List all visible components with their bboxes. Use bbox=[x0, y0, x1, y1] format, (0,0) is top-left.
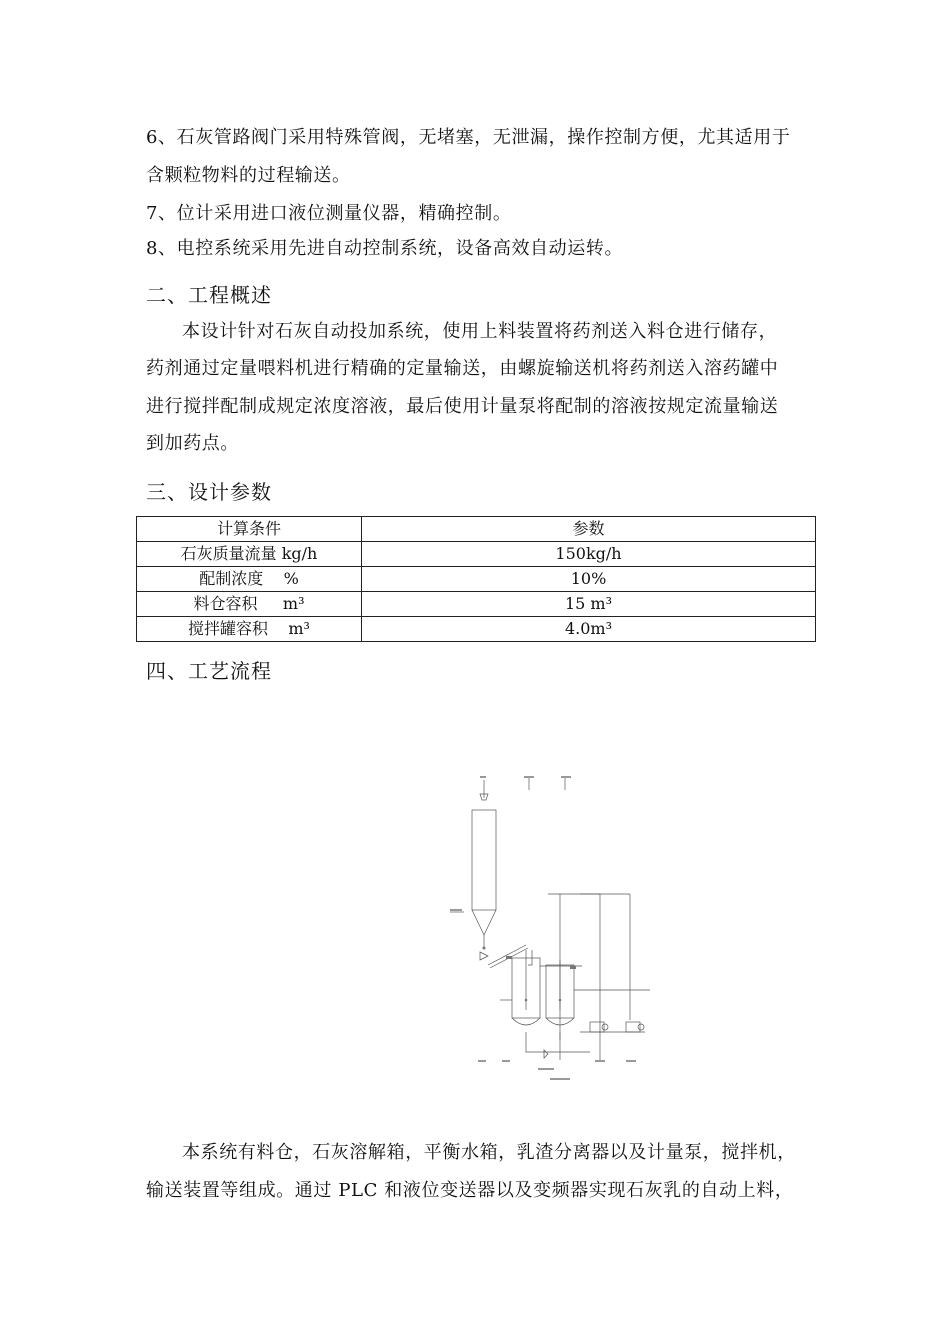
overview-line-2: 药剂通过定量喂料机进行精确的定量输送，由螺旋输送机将药剂送入溶药罐中 bbox=[146, 358, 779, 379]
table-cell: 配制浓度 % bbox=[137, 567, 362, 592]
section-heading-design-params: 三、设计参数 bbox=[146, 480, 272, 504]
process-text-line-2: 输送装置等组成。通过 PLC 和液位变送器以及变频器实现石灰乳的自动上料， bbox=[146, 1180, 794, 1201]
table-cell: 10% bbox=[362, 567, 816, 592]
section-heading-overview: 二、工程概述 bbox=[146, 283, 272, 307]
table-header-cell: 参数 bbox=[362, 517, 816, 542]
table-cell: 料仓容积 m³ bbox=[137, 592, 362, 617]
intro-item-8: 8、电控系统采用先进自动控制系统，设备高效自动运转。 bbox=[146, 238, 624, 259]
intro-item-6-line1: 6、石灰管路阀门采用特殊管阀，无堵塞，无泄漏，操作控制方便，尤其适用于 bbox=[146, 127, 791, 148]
table-header-row bbox=[137, 517, 816, 542]
design-params-table bbox=[136, 516, 816, 642]
section-heading-process-flow: 四、工艺流程 bbox=[146, 659, 272, 683]
table-header-cell: 计算条件 bbox=[137, 517, 362, 542]
table-cell: 150kg/h bbox=[362, 542, 816, 567]
overview-line-3: 进行搅拌配制成规定浓度溶液，最后使用计量泵将配制的溶液按规定流量输送 bbox=[146, 396, 779, 417]
table-row bbox=[137, 542, 816, 567]
process-text-line-1: 本系统有料仓，石灰溶解箱，平衡水箱，乳渣分离器以及计量泵，搅拌机， bbox=[182, 1142, 796, 1163]
table-row bbox=[137, 592, 816, 617]
overview-line-1: 本设计针对石灰自动投加系统，使用上料装置将药剂送入料仓进行储存， bbox=[182, 321, 778, 342]
table-row bbox=[137, 617, 816, 642]
process-flow-diagram-drawing bbox=[440, 770, 660, 1090]
process-flow-diagram bbox=[440, 770, 660, 1090]
table-cell: 4.0m³ bbox=[362, 617, 816, 642]
table-cell: 石灰质量流量 kg/h bbox=[137, 542, 362, 567]
intro-item-6-line2: 含颗粒物料的过程输送。 bbox=[146, 165, 351, 186]
overview-line-4: 到加药点。 bbox=[146, 433, 239, 454]
table-cell: 搅拌罐容积 m³ bbox=[137, 617, 362, 642]
table-row bbox=[137, 567, 816, 592]
intro-item-7: 7、位计采用进口液位测量仪器，精确控制。 bbox=[146, 203, 512, 224]
table-cell: 15 m³ bbox=[362, 592, 816, 617]
